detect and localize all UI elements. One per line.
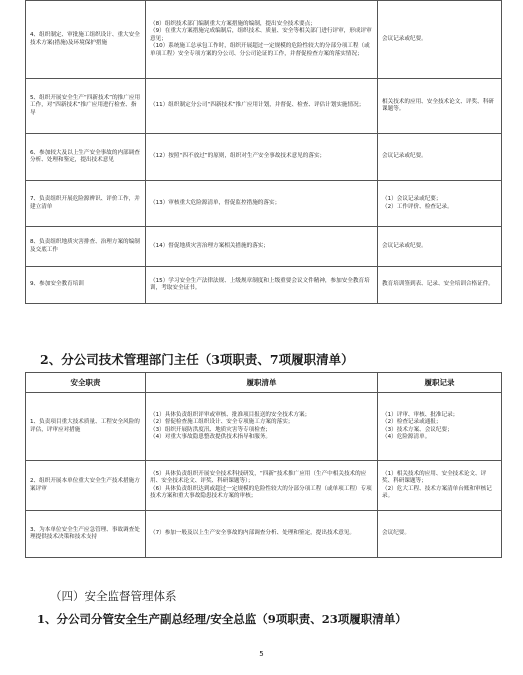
checklist-cell: （14）督促地质灾害治理方案相关措施的落实； [146, 227, 378, 267]
record-cell: （1）评审、审核、批准记录； （2）检查记录或通报； （3）技术方案、会议纪要； （4）危险源清单。 [378, 393, 502, 461]
page-number: 5 [259, 650, 264, 658]
table-row [26, 393, 502, 461]
checklist-cell: （8）组织技术部门编制重大方案措施的编制，提出安全技术要点； （9）在重大方案措施完成编制后，组织技术、质量、安全等相关部门进行评审，形成评审意见； （10）系统施工总承包工作时，组织开展超过一定规模的危险性较大的分部分项工程（或单项工程）安全专项方案的分公司、分公司论证的工作，并督促检查方案的落实情况； [146, 1, 378, 79]
record-cell: 会议纪要。 [378, 511, 502, 558]
technical-manager-duty-table [25, 372, 502, 558]
table-row [26, 181, 502, 227]
column-header: 履职记录 [378, 373, 502, 393]
record-cell: 教育培训签到表、记录、安全培训合格证件。 [378, 267, 502, 304]
section-heading: （四）安全监督管理体系 [50, 589, 177, 603]
checklist-cell: （7）参加一般及以上生产安全事故的内部调查分析、处理和鉴定，提出技术意见。 [146, 511, 378, 558]
checklist-cell: （11）组织制定分公司“四新技术”推广应用计划，并督促、检查、评估计划实施情况； [146, 79, 378, 134]
checklist-cell: （1）具体负责组织评审或审核、批准项目报送的安全技术方案； （2）督促检查施工组织设计、安全专项施工方案的落实； （3）组织开展防洪度汛、地质灾害等专项检查； （4）对重大事故隐患整改提供技术指导和服务。 [146, 393, 378, 461]
duty-cell: 1、负责项目重大技术质量、工程安全风险的评估，评审应对措施 [26, 393, 146, 461]
duty-cell: 6、参加较大及以上生产安全事故的内部调查分析、处理和鉴定，提出技术意见 [26, 134, 146, 181]
table-row [26, 227, 502, 267]
table-row [26, 511, 502, 558]
duty-table-continued [25, 0, 502, 304]
duty-cell: 9、参加安全教育培训 [26, 267, 146, 304]
checklist-cell: （15）学习安全生产法律法规、上级规章制度和上级重要会议文件精神，参加安全教育培训，考取安全证书。 [146, 267, 378, 304]
duty-cell: 4、组织制定、审批施工组织设计、重大安全技术方案(措施)及环境保护措施 [26, 1, 146, 79]
table-row [26, 1, 502, 79]
duty-cell: 7、负责组织开展危险源辨识、评价工作，并建立清单 [26, 181, 146, 227]
checklist-cell: （5）具体负责组织开展安全技术科技研发，“四新”技术推广应用（生产中相关技术的应用、安全技术论文、评奖、科研课题等）； （6）具体负责组织达到或超过一定规模的危险性较大的分部分项工程（或单项工程）专项技术方案和重大事故隐患技术方案的审核； [146, 461, 378, 511]
table-row [26, 461, 502, 511]
table-row [26, 267, 502, 304]
record-cell: （1）会议记录或纪要； （2）工作评价、检查记录。 [378, 181, 502, 227]
duty-cell: 5、组织开展安全生产“四新技术”的推广应用工作，对“四新技术”推广应用进行检查、指导 [26, 79, 146, 134]
record-cell: 会议记录或纪要。 [378, 1, 502, 79]
record-cell: 会议记录或纪要。 [378, 227, 502, 267]
section-heading: 1、分公司分管安全生产副总经理/安全总监（9项职责、23项履职清单） [37, 612, 407, 626]
duty-cell: 3、为本单位安全生产应急管理、事故调查处理提供技术决策和技术支持 [26, 511, 146, 558]
duty-cell: 2、组织开展本单位重大安全生产技术措施方案评审 [26, 461, 146, 511]
column-header: 安全职责 [26, 373, 146, 393]
table-row [26, 134, 502, 181]
column-header: 履职清单 [146, 373, 378, 393]
table-row [26, 79, 502, 134]
record-cell: （1）相关技术的应用、安全技术论文、评奖、科研课题等； （2）危大工程、技术方案清单台账和审核记录。 [378, 461, 502, 511]
duty-cell: 8、负责组织地质灾害排查、治理方案的编制及交底工作 [26, 227, 146, 267]
record-cell: 相关技术的应用、安全技术论文、评奖、科研课题等。 [378, 79, 502, 134]
checklist-cell: （13）审核重大危险源清单，督促监控措施的落实； [146, 181, 378, 227]
table-header-row [26, 373, 502, 393]
record-cell: 会议记录或纪要。 [378, 134, 502, 181]
section-heading: 2、分公司技术管理部门主任（3项职责、7项履职清单） [40, 352, 354, 367]
checklist-cell: （12）按照“四不放过”的原则，组织对生产安全事故技术意见的落实； [146, 134, 378, 181]
